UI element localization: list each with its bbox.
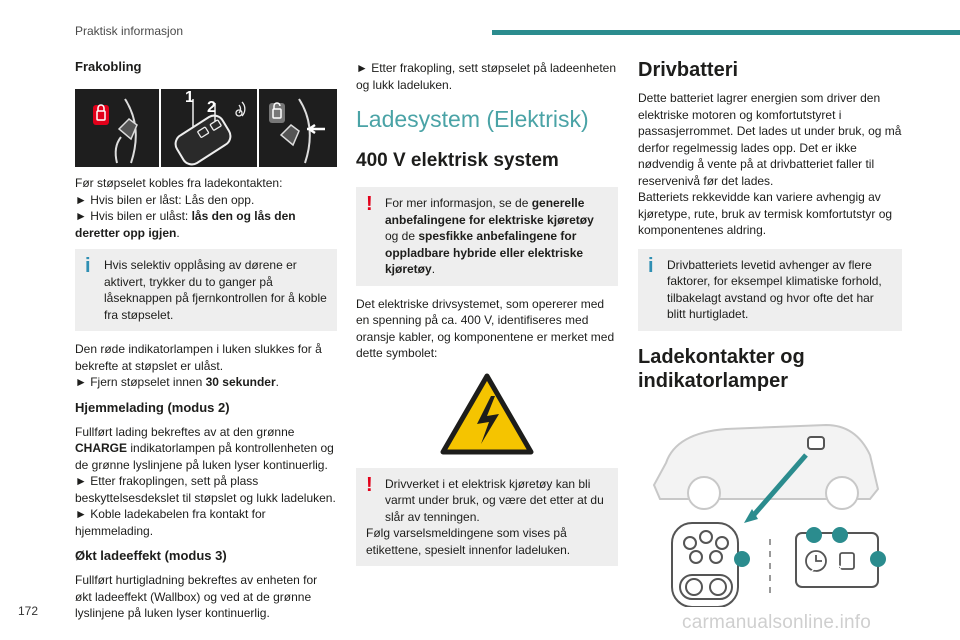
bullet-after-disconnect: ► Etter frakopling, sett støpselet på ladeenheten og lukk ladeluken. <box>356 61 617 92</box>
frakobling-heading: Frakobling <box>75 59 142 74</box>
red-lamp-text: Den røde indikatorlampen i luken slukkes for å bekrefte at støpslet er ulåst. <box>75 342 322 373</box>
unlocked-plug-icon <box>259 89 341 167</box>
bullet-remove-plug: ► Fjern støpselet innen 30 sekunder. <box>75 375 279 389</box>
high-voltage-warning-icon <box>439 372 535 456</box>
badge-4: 4 <box>874 588 881 600</box>
panel-unlocked-plug <box>259 89 341 167</box>
header-accent-bar <box>492 30 960 35</box>
info-icon: i <box>648 254 654 277</box>
drivbatteri-text-1: Dette batteriet lagrer energien som driver den elektriske motoren og komfortutstyret i passasjerrommet. Det lades ut under bruk, og må derfor regelmessig lades opp. Det er ikke nødvendig å vente på at drivbatteriet faller til reservenivå før det lades. <box>638 91 902 188</box>
exclamation-icon: ! <box>366 193 373 215</box>
badge-2: 2 <box>810 564 817 576</box>
modus2-heading: Hjemmelading (modus 2) <box>75 399 230 415</box>
step-label-1: 1 <box>185 89 194 106</box>
info-icon: i <box>85 255 91 277</box>
info-note-selective-unlock: i Hvis selektiv opplåsing av dørene er aktivert, trykker du to ganger på låseknappen på fjernkontrollen for å koble fra støpselet. <box>75 249 337 331</box>
bullet-unlocked: ► Hvis bilen er ulåst: lås den og lås den deretter opp igjen. <box>75 209 296 240</box>
drivbatteri-heading: Drivbatteri <box>638 59 739 81</box>
column-1 <box>75 56 337 622</box>
locked-plug-icon <box>75 89 159 167</box>
modus2-text: Fullført lading bekreftes av at den grønne CHARGE indikatorlampen på kontrollenheten og de grønne lyslinjene på luken lyser kontinuerlig. <box>75 424 334 472</box>
panel-locked-plug <box>75 89 161 167</box>
badge-3: 3 <box>836 564 843 576</box>
page-number: 172 <box>18 604 39 618</box>
step-label-2: 2 <box>207 99 216 116</box>
ladesystem-heading: Ladesystem (Elektrisk) <box>356 106 589 132</box>
400v-heading: 400 V elektrisk system <box>356 150 559 171</box>
section-header: Praktisk informasjon <box>75 24 184 38</box>
warning-note-hot-drivetrain: ! Drivverket i et elektrisk kjøretøy kan bli varmt under bruk, og være det etter at du slår av tenningen. Følg varselsmeldingene som vises på etikettene, spesielt innenfor ladeluken. <box>356 468 618 567</box>
warning-note-recommendations: ! For mer informasjon, se de generelle anbefalingene for elektriske kjøretøy og de spesfikke anbefalingene for oppladbare hybride eller elektriske kjøretøy. <box>356 187 618 286</box>
exclamation-icon: ! <box>366 473 373 496</box>
watermark: carmanualsonline.info <box>682 612 872 633</box>
ladekontakter-heading: Ladekontakter og indikatorlamper <box>638 345 805 392</box>
frakobling-intro: Før støpselet kobles fra ladekontakten: <box>75 176 283 190</box>
drivbatteri-text-2: Batteriets rekkevidde kan variere avhengig av kjøretype, rute, bruk av termisk komfortutstyr og komponentenes aldring. <box>638 190 893 237</box>
column-3 <box>638 56 902 612</box>
column-2 <box>356 56 618 576</box>
badge-1: 1 <box>738 588 745 600</box>
panel-remote-key <box>161 89 259 167</box>
electric-system-text: Det elektriske drivsystemet, som opererer med en spenning på ca. 400 V, identifiseres med oransje kabler, og komponentene er merket med dette symbolet: <box>356 296 615 360</box>
bullet-replace-cover: ► Etter frakoplingen, sett på plass beskyttelsesdekslet til støpslet og lukk ladeluken. <box>75 474 336 505</box>
modus3-text: Fullført hurtigladning bekreftes av enheten for økt ladeeffekt (Wallbox) og ved at de grønne lyslinjene på luken lyser kontinuerlig. <box>75 573 318 620</box>
bullet-disconnect-cable: ► Koble ladekabelen fra kontakt for hjemmelading. <box>75 507 266 538</box>
charging-socket-illustration <box>646 407 896 607</box>
bullet-locked: ► Hvis bilen er låst: Lås den opp. <box>75 192 255 207</box>
info-note-battery-life: i Drivbatteriets levetid avhenger av flere faktorer, for eksempel klimatiske forhold, tilbakelagt avstand og hvor ofte det har blitt hurtigladet. <box>638 249 902 331</box>
unlock-illustration <box>75 89 337 167</box>
modus3-heading: Økt ladeeffekt (modus 3) <box>75 548 227 563</box>
